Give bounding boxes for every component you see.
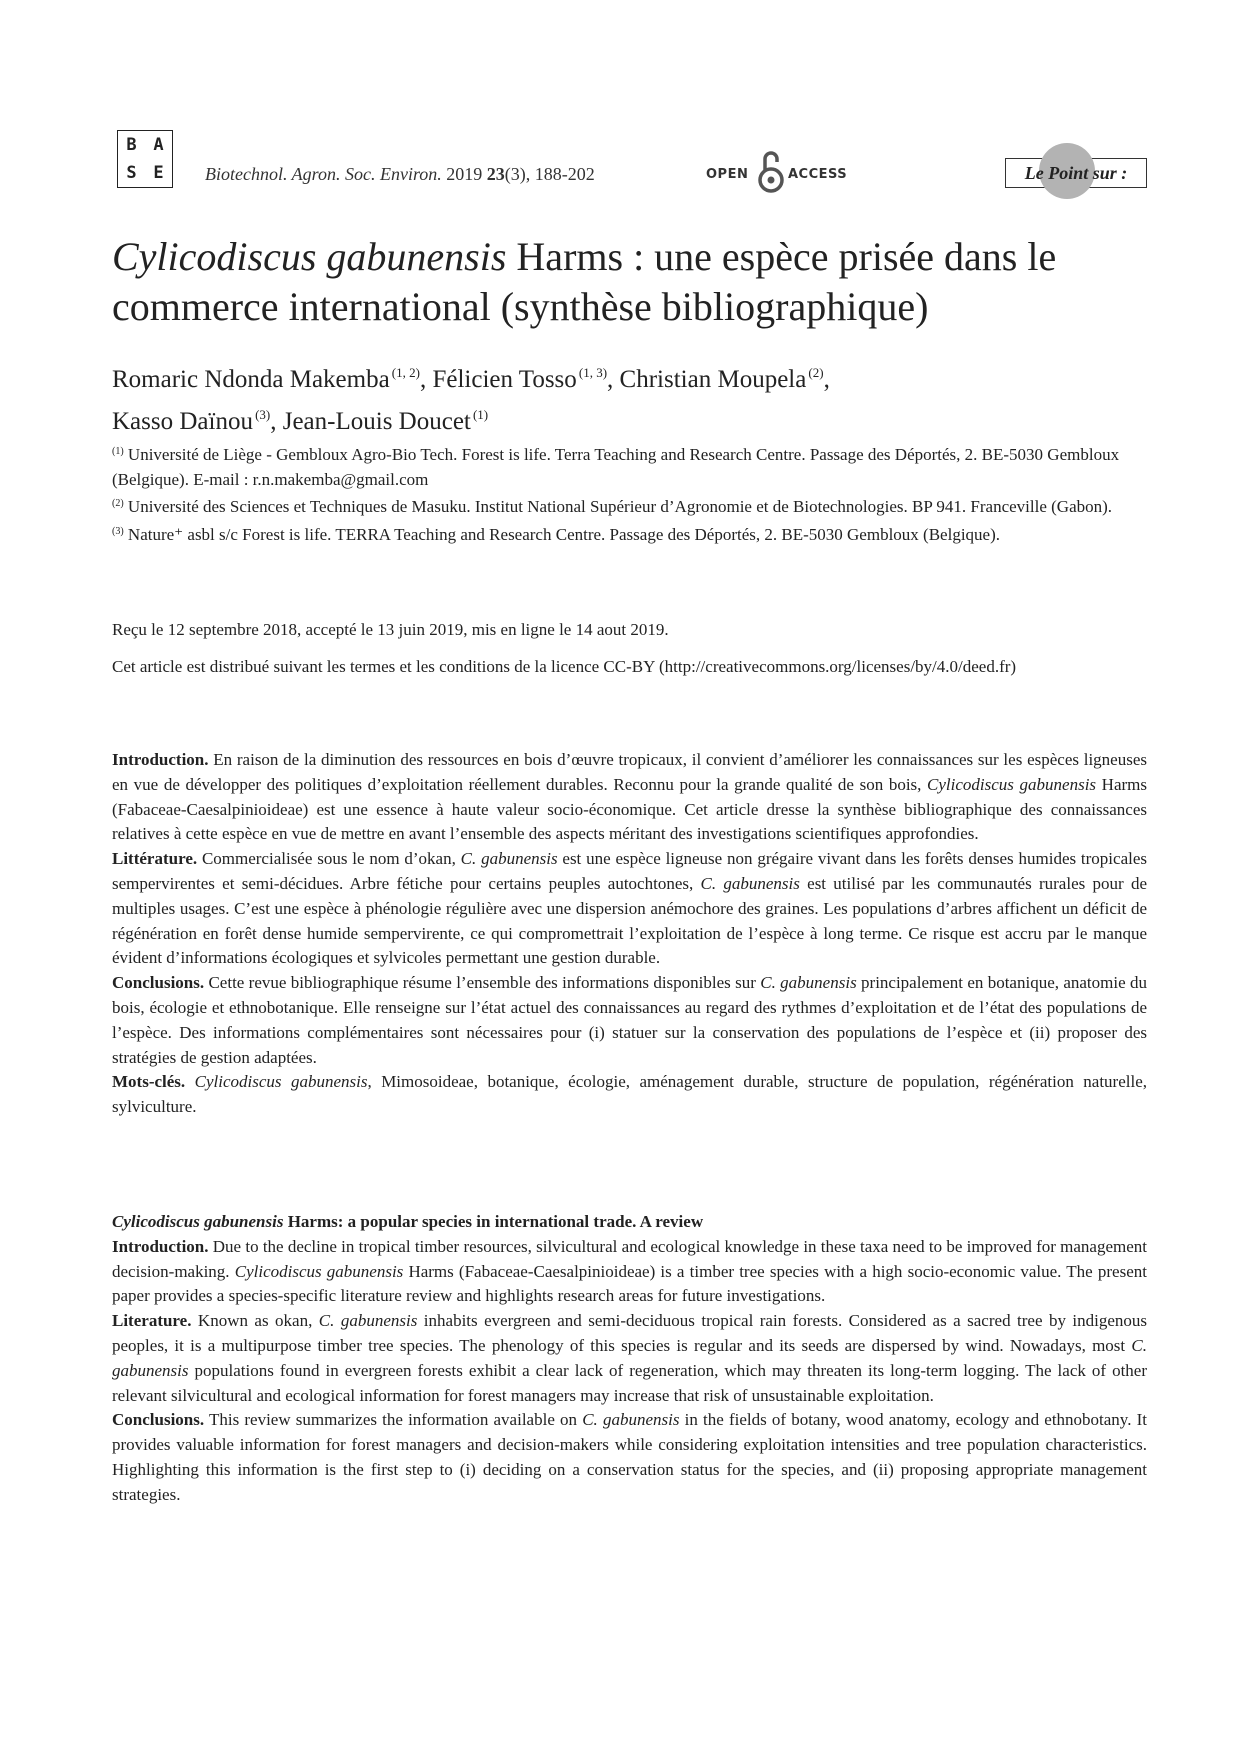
species-name: C. gabunensis [582,1410,680,1430]
affiliation-list [112,440,1147,547]
abstract-paragraph [112,971,1147,1070]
author-affil-ref: (3) [255,407,271,422]
article-title [112,232,1147,332]
abstract-text: Due to the decline in tropical timber resources, silvicultural and ecological knowledge in these taxa need to be improved for management decision-making. [112,1236,1147,1281]
abstract-text: Commercialisée sous le nom d’okan, [197,849,461,869]
author-name: Kasso Daïnou [112,408,253,435]
affiliation-number: (3) [112,525,124,537]
author-separator: , [270,408,283,435]
affiliation-text: Nature⁺ asbl s/c Forest is life. TERRA Teaching and Research Centre. Passage des Déportés, 2. BE-5030 Gembloux (Belgique). [123,524,1000,544]
abstract-paragraph [112,1235,1147,1309]
author-affil-ref: (1, 2) [391,365,420,380]
author-separator: , [419,366,433,393]
species-name: C. gabunensis [112,1335,1147,1380]
license-statement: Cet article est distribué suivant les termes et les conditions de la licence CC-BY (http://creativecommons.org/licenses/by/4.0/deed.fr) [112,657,1017,676]
species-name: Cylicodiscus gabunensis [927,774,1097,794]
journal-volume: 23 [486,164,505,184]
abstract-text: principalement en botanique, anatomie du bois, écologie et ethnobotanique. Elle renseigne sur l’état actuel des connaissances au regard des rythmes d’exploitation et de l’état des populations de l’espèce. Des informations complémentaires sont nécessaires pour (i) statuer sur la conservation des populations de l’espèce et (ii) proposer des stratégies de gestion adaptées. [112,973,1147,1067]
abstract-text: Harms (Fabaceae-Caesalpinioideae) est une essence à haute valeur socio-économique. Cet article dresse la synthèse bibliographique des connaissances relatives à cette espèce en vue de mettre en avant l’ensemble des aspects méritant des investigations scientifiques approfondies. [112,774,1147,844]
species-name: C. gabunensis [318,1311,418,1331]
species-name: C. gabunensis [760,973,857,993]
abstract-paragraph [112,1309,1147,1408]
affiliation-number: (2) [112,498,124,509]
author-affil-ref: (2) [808,365,824,380]
english-title [112,1210,1147,1235]
abstract-text: Cette revue bibliographique résume l’ensemble des informations disponibles sur [204,973,761,993]
species-name: Cylicodiscus gabunensis [234,1261,404,1281]
section-heading: Introduction. [112,1236,209,1256]
keywords-text: , Mimosoideae, botanique, écologie, aménagement durable, structure de population, régénération naturelle, sylviculture. [112,1072,1147,1117]
open-access-badge [706,148,846,194]
affiliation-text: Université des Sciences et Techniques de Masuku. Institut National Supérieur d’Agronomie et de Biotechnologies. BP 941. Franceville (Gabon). [123,497,1113,516]
abstract-text: est utilisé par les communautés rurales pour de multiples usages. C’est une espèce à phénologie régulière avec une dispersion anémochore des graines. Les populations d’arbres affichent un déficit de régénération en forêt dense humide sempervirente, ce qui compromettrait l’exploitation de l’espèce à long terme. Ce risque est accru par le manque évident d’informations écologiques et sylvicoles permettant une gestion durable. [112,873,1147,968]
abstract-french [112,748,1147,1120]
section-label: Le Point sur : [1024,163,1128,183]
abstract-english [112,1210,1147,1508]
affiliation [112,440,1147,492]
species-name: C. gabunensis [460,849,558,869]
journal-citation [205,164,595,185]
abstract-text: inhabits evergreen and semi-deciduous tropical rain forests. Considered as a sacred tree by indigenous peoples, it is a multipurpose timber tree species. The phenology of this species is regular and its seeds are dispersed by wind. Nowadays, most [112,1311,1148,1355]
english-title-text: Harms: a popular species in international trade. A review [283,1212,704,1231]
open-access-right-text: ACCESS [788,167,848,182]
author-affil-ref: (1) [472,407,489,422]
logo-letter: S [126,163,137,183]
logo-letter: E [153,163,164,183]
keywords [112,1070,1147,1120]
section-label-box [1005,158,1147,188]
section-heading: Mots-clés. [112,1072,186,1092]
author-name: Romaric Ndonda Makemba [112,366,390,393]
abstract-text: Harms (Fabaceae-Caesalpinioideae) is a timber tree species with a high socio-economic value. The present paper provides a species-specific literature review and highlights research areas for future investigations. [112,1261,1147,1306]
section-heading: Introduction. [112,750,209,769]
author-separator: , [607,366,620,393]
title-species: Cylicodiscus gabunensis [112,234,507,279]
author-list [112,355,1147,439]
species-name: C. gabunensis [700,873,800,893]
section-heading: Conclusions. [112,1410,205,1430]
author-name: Félicien Tosso [432,366,577,393]
affiliation [112,520,1147,548]
section-heading: Conclusions. [112,973,205,993]
open-lock-icon [756,148,786,194]
journal-issue-pages: (3), 188-202 [504,164,595,184]
author-affil-ref: (1, 3) [578,365,608,380]
author-name: Christian Moupela [619,366,807,393]
abstract-text: En raison de la diminution des ressources en bois d’œuvre tropicaux, il convient d’améliorer les connaissances sur les espèces ligneuses en vue de développer des politiques d’exploitation réellement durables. Reconnu pour la grande qualité de son bois, [112,750,1147,794]
abstract-paragraph [112,847,1147,971]
affiliation-text: Université de Liège - Gembloux Agro-Bio Tech. Forest is life. Terra Teaching and Research Centre. Passage des Déportés, 2. BE-5030 Gembloux (Belgique). E-mail : r.n.makemba@gmail.com [112,445,1120,489]
logo-letter: B [126,135,137,155]
logo-letter: A [153,135,164,155]
abstract-text: est une espèce ligneuse non grégaire vivant dans les forêts denses humides tropicales sempervirentes et semi-décidues. Arbre fétiche pour certains peuples autochtones, [112,849,1147,893]
journal-name: Biotechnol. Agron. Soc. Environ. [205,164,442,184]
species-name: Cylicodiscus gabunensis [194,1072,368,1092]
abstract-text: This review summarizes the information available on [204,1410,583,1430]
affiliation [112,492,1147,520]
abstract-text: Known as okan, [191,1311,319,1331]
abstract-paragraph [112,1408,1147,1507]
abstract-text: in the fields of botany, wood anatomy, ecology and ethnobotany. It provides valuable information for forest managers and decision-makers while considering exploitation intensities and tree population characteristics. Highlighting this information is the first step to (i) deciding on a conservation status for the species, and (ii) proposing appropriate management strategies. [112,1410,1148,1504]
base-logo [117,130,173,188]
affiliation-number: (1) [112,446,124,457]
abstract-paragraph [112,748,1147,847]
abstract-text: populations found in evergreen forests exhibit a clear lack of regeneration, which may threaten its long-term logging. The lack of other relevant silvicultural and ecological information for forest managers may increase that risk of unsustainable exploitation. [112,1360,1147,1405]
journal-header [112,130,1147,190]
open-access-left-text: OPEN [706,167,749,182]
author-separator: , [823,366,830,393]
section-heading: Littérature. [112,849,198,869]
species-name: Cylicodiscus gabunensis [112,1212,284,1231]
title-rest: Harms : une espèce prisée dans le commerce international (synthèse bibliographique) [112,234,1057,329]
section-heading: Literature. [112,1311,192,1331]
journal-year: 2019 [441,164,487,184]
article-dates: Reçu le 12 septembre 2018, accepté le 13 juin 2019, mis en ligne le 14 aout 2019. [112,620,669,639]
author-name: Jean-Louis Doucet [282,408,471,435]
